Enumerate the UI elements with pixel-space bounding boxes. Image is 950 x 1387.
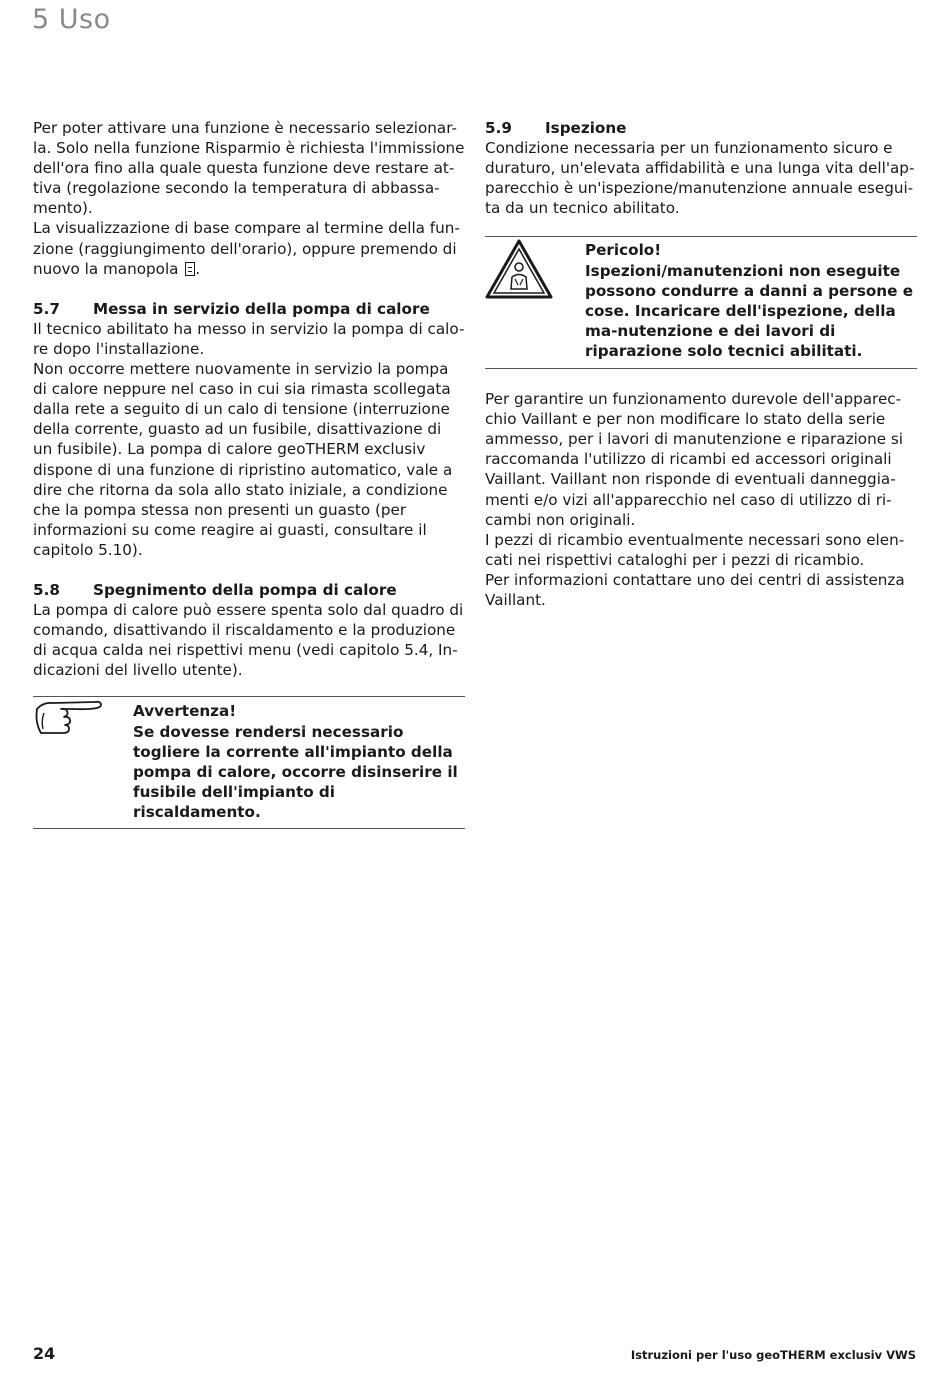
intro-paragraph: Per poter attivare una funzione è necessario selezionar-la. Solo nella funzione Risparmio è richiesta l'immissione dell'ora fino alla quale questa funzione deve restare at-tiva (regolazione secondo la temperatura di abbassa-mento). xyxy=(33,119,465,218)
note-title: Avvertenza! xyxy=(133,702,237,721)
page-number: 24 xyxy=(33,1344,56,1363)
section-5-7-paragraph-2: Non occorre mettere nuovamente in servizio la pompa di calore neppure nel caso in cui sia rimasta scollegata dalla rete a seguito di un calo di tensione (interruzione della corrente, guasto ad un fusibile, disattivazione di un fusibile). La pompa di calore geoTHERM exclusiv dispone di una funzione di ripristino automatico, vale a dire che ritorna da sola allo stato iniziale, a condizione che la pompa stessa non presenti un guasto (per informazioni su come reagire ai guasti, consultare il capitolo 5.10). xyxy=(33,360,453,559)
left-column xyxy=(33,118,465,829)
intro-paragraph-2: La visualizzazione di base compare al termine della fun-zione (raggiungimento dell'orario), oppure premendo di nuovo la manopola . xyxy=(33,219,460,278)
pointing-hand-icon xyxy=(33,699,105,737)
contact-paragraph: Per informazioni contattare uno dei centri di assistenza Vaillant. xyxy=(485,570,905,609)
danger-title: Pericolo! xyxy=(585,241,662,260)
section-5-9-paragraph-1: Condizione necessaria per un funzionamento sicuro e duraturo, un'elevata affidabilità e una lunga vita dell'ap-parecchio è un'ispezione/manutenzione annuale esegui-ta da un tecnico abilitato. xyxy=(485,139,915,218)
danger-box xyxy=(485,236,917,369)
chapter-title: 5 Uso xyxy=(32,4,111,35)
note-box xyxy=(33,696,465,829)
section-heading-5-9: 5.9 Ispezione xyxy=(485,119,627,137)
spare-parts-paragraph: I pezzi di ricambio eventualmente necessari sono elen-cati nei rispettivi cataloghi per i pezzi di ricambio. xyxy=(485,530,905,569)
section-5-7-paragraph-1: Il tecnico abilitato ha messo in servizio la pompa di calo-re dopo l'installazione. xyxy=(33,319,465,358)
section-5-8-paragraph-1: La pompa di calore può essere spenta solo dal quadro di comando, disattivando il riscaldamento e la produzione di acqua calda nei rispettivi menu (vedi capitolo 5.4, In-dicazioni del livello utente). xyxy=(33,601,464,680)
footer-title: Istruzioni per l'uso geoTHERM exclusiv VWS xyxy=(630,1348,916,1362)
section-heading-5-7: 5.7 Messa in servizio della pompa di calore xyxy=(33,299,430,318)
maintenance-paragraph: Per garantire un funzionamento durevole dell'apparec-chio Vaillant e per non modificare lo stato della serie ammesso, per i lavori di manutenzione e riparazione si raccomanda l'utilizzo di ricambi ed accessori originali Vaillant. Vaillant non risponde di eventuali danneggia-menti e/o vizi all'apparecchio nel caso di utilizzo di ri-cambi non originali. xyxy=(485,390,904,529)
note-text: Se dovesse rendersi necessario togliere la corrente all'impianto della pompa di calore, occorre disinserire il fusibile dell'impianto di riscaldamento. xyxy=(133,722,458,821)
warning-person-icon xyxy=(485,239,553,299)
danger-text: Ispezioni/manutenzioni non eseguite possono condurre a danni a persone e cose. Incaricare dell'ispezione, della ma-nutenzione e dei lavori di riparazione solo tecnici abilitati. xyxy=(585,261,913,360)
section-heading-5-8: 5.8 Spegnimento della pompa di calore xyxy=(33,580,397,599)
knob-icon xyxy=(185,262,195,276)
right-column xyxy=(485,118,917,610)
